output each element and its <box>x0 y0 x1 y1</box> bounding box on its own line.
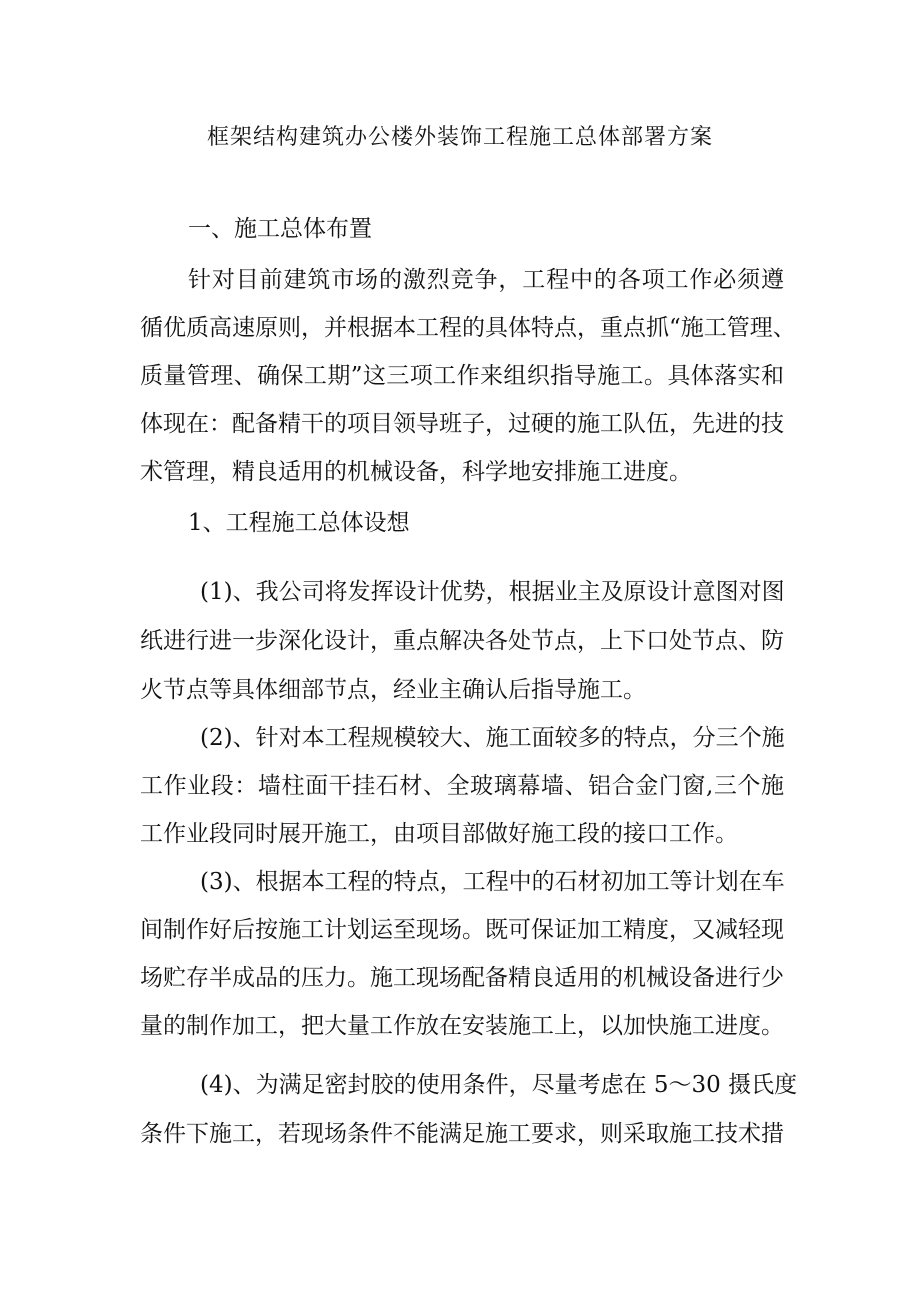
list-item-line: 条件下施工，若现场条件不能满足施工要求，则采取施工技术措 <box>140 1121 784 1147</box>
list-item-line: 工作业段同时展开施工，由项目部做好施工段的接口工作。 <box>140 821 738 847</box>
subsection-heading: 1、工程施工总体设想 <box>188 510 410 536</box>
paragraph-line: 针对目前建筑市场的激烈竞争，工程中的各项工作必须遵 <box>188 267 784 293</box>
list-item-line: 量的制作加工，把大量工作放在安装施工上，以加快施工进度。 <box>140 1013 784 1039</box>
paragraph-line: 循优质高速原则，并根据本工程的具体特点，重点抓“施工管理、 <box>140 315 796 341</box>
list-item-line: (2)、针对本工程规模较大、施工面较多的特点，分三个施 <box>200 725 785 751</box>
list-item-line: (1)、我公司将发挥设计优势，根据业主及原设计意图对图 <box>200 579 785 605</box>
list-item-line: 场贮存半成品的压力。施工现场配备精良适用的机械设备进行少 <box>140 965 784 991</box>
list-item-line: 纸进行进一步深化设计，重点解决各处节点，上下口处节点、防 <box>140 628 784 654</box>
list-item-line: 工作业段：墙柱面干挂石材、全玻璃幕墙、铝合金门窗,三个施 <box>140 773 784 799</box>
paragraph-line: 质量管理、确保工期”这三项工作来组织指导施工。具体落实和 <box>140 363 784 389</box>
document-title: 框架结构建筑办公楼外装饰工程施工总体部署方案 <box>206 125 713 150</box>
list-item-line: (4)、为满足密封胶的使用条件，尽量考虑在 5～30 摄氏度 <box>200 1072 798 1098</box>
list-item-line: (3)、根据本工程的特点，工程中的石材初加工等计划在车 <box>200 869 785 895</box>
paragraph-line: 术管理，精良适用的机械设备，科学地安排施工进度。 <box>140 459 692 485</box>
section-heading: 一、施工总体布置 <box>188 216 372 242</box>
paragraph-line: 体现在：配备精干的项目领导班子，过硬的施工队伍，先进的技 <box>140 411 784 437</box>
list-item-line: 间制作好后按施工计划运至现场。既可保证加工精度，又减轻现 <box>140 917 784 943</box>
list-item-line: 火节点等具体细部节点，经业主确认后指导施工。 <box>140 677 646 703</box>
